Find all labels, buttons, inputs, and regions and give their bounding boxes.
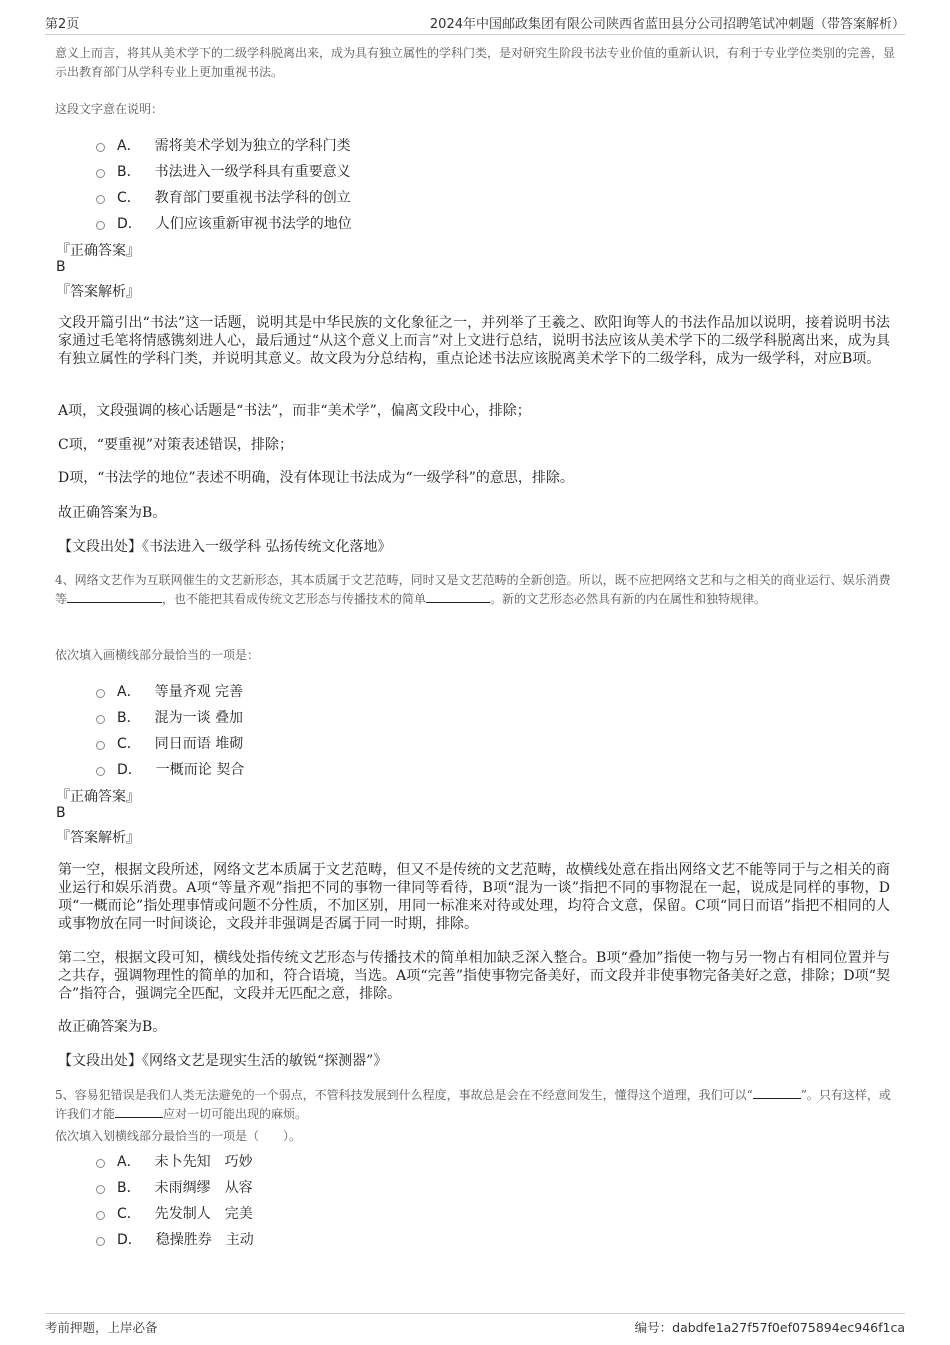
q4-conclusion: 故正确答案为B。 xyxy=(58,1019,167,1035)
q3-answer: B xyxy=(56,259,66,275)
radio-icon[interactable] xyxy=(96,741,105,750)
radio-icon[interactable] xyxy=(96,715,105,724)
radio-icon[interactable] xyxy=(96,1237,105,1246)
q4-answer: B xyxy=(56,805,66,821)
document-title: 2024年中国邮政集团有限公司陕西省蓝田县分公司招聘笔试冲刺题（带答案解析） xyxy=(429,16,905,32)
option-letter: D． xyxy=(117,1232,142,1248)
q3-option-c[interactable] xyxy=(96,187,351,207)
option-word-2: 完美 xyxy=(224,1206,253,1222)
option-word-1: 稳操胜券 xyxy=(155,1232,212,1248)
radio-icon[interactable] xyxy=(96,689,105,698)
q4-stem-part-1: 4、网络文艺作为互联网催生的文艺新形态，其本质属于文艺范畴，同时又是文艺范畴的全新创造。所以，既不应把网络文艺和与之相关的商业运行、娱乐消费等 xyxy=(55,573,891,606)
q5-stem-part-3: 应对一切可能出现的麻烦。 xyxy=(163,1107,308,1121)
q5-stem xyxy=(55,1086,900,1124)
option-letter: C． xyxy=(117,1206,141,1222)
option-letter: B． xyxy=(117,710,141,726)
q5-prompt: 依次填入划横线部分最恰当的一项是（ ）。 xyxy=(55,1129,302,1143)
option-letter: D． xyxy=(117,762,142,778)
q3-conclusion: 故正确答案为B。 xyxy=(58,505,167,521)
blank-line xyxy=(115,1105,163,1118)
option-word-2: 从容 xyxy=(224,1180,253,1196)
radio-icon[interactable] xyxy=(96,195,105,204)
option-word-1: 先发制人 xyxy=(154,1206,211,1222)
q4-option-c[interactable] xyxy=(96,733,243,753)
option-word-2: 巧妙 xyxy=(224,1154,253,1170)
q5-option-c[interactable] xyxy=(96,1203,253,1223)
radio-icon[interactable] xyxy=(96,767,105,776)
q4-answer-label: 『正确答案』 xyxy=(56,789,140,805)
radio-icon[interactable] xyxy=(96,143,105,152)
q4-source: 【文段出处】《网络文艺是现实生活的敏锐“探测器”》 xyxy=(58,1053,388,1069)
option-text: 同日而语 堆砌 xyxy=(154,736,244,752)
option-word-1: 未卜先知 xyxy=(154,1154,211,1170)
document-id: 编号：dabdfe1a27f57f0ef075894ec946f1ca xyxy=(634,1320,905,1335)
q5-option-b[interactable] xyxy=(96,1177,253,1197)
q3-source: 【文段出处】《书法进入一级学科 弘扬传统文化落地》 xyxy=(58,539,392,555)
option-text: 一概而论 契合 xyxy=(155,762,245,778)
option-letter: C． xyxy=(117,190,141,206)
q3-option-d[interactable] xyxy=(96,213,352,233)
q3-analysis-d: D项，“书法学的地位”表述不明确，没有体现让书法成为“一级学科”的意思，排除。 xyxy=(58,470,574,486)
q5-stem-part-2: ”。只有这样，或许我们才能 xyxy=(55,1088,891,1121)
blank-line xyxy=(753,1086,801,1099)
option-text: 混为一谈 叠加 xyxy=(154,710,244,726)
option-letter: A． xyxy=(117,684,141,700)
q4-stem-part-2: ，也不能把其看成传统文艺形态与传播技术的简单 xyxy=(162,592,427,606)
option-text: 教育部门要重视书法学科的创立 xyxy=(154,190,351,206)
option-letter: A． xyxy=(117,1154,141,1170)
q4-option-b[interactable] xyxy=(96,707,243,727)
q4-option-d[interactable] xyxy=(96,759,244,779)
blank-line xyxy=(426,590,490,603)
option-letter: B． xyxy=(117,1180,141,1196)
option-text: 需将美术学划为独立的学科门类 xyxy=(154,138,351,154)
radio-icon[interactable] xyxy=(96,1185,105,1194)
option-word-1: 未雨绸缪 xyxy=(154,1180,211,1196)
q4-stem xyxy=(55,571,900,609)
page-footer xyxy=(45,1313,905,1336)
option-text: 书法进入一级学科具有重要意义 xyxy=(154,164,351,180)
q5-option-a[interactable] xyxy=(96,1151,253,1171)
q3-option-b[interactable] xyxy=(96,161,351,181)
page-number: 第2页 xyxy=(45,16,80,32)
q4-analysis-label: 『答案解析』 xyxy=(56,830,140,846)
page-header xyxy=(45,10,905,35)
radio-icon[interactable] xyxy=(96,221,105,230)
q5-stem-part-1: 5、容易犯错误是我们人类无法避免的一个弱点，不管科技发展到什么程度，事故总是会在不经意间发生，懂得这个道理，我们可以“ xyxy=(55,1088,753,1102)
option-text: 等量齐观 完善 xyxy=(154,684,244,700)
q3-analysis-main: 文段开篇引出“书法”这一话题，说明其是中华民族的文化象征之一，并列举了王羲之、欧阳询等人的书法作品加以说明，接着说明书法家通过毛笔将情感镌刻进人心，最后通过“从这个意义上而言”对上文进行总结，说明书法应该从美术学下的二级学科脱离出来，成为具有独立属性的学科门类，并说明其意义。故文段为分总结构，重点论述书法应该脱离美术学下的二级学科，成为一级学科，对应B项。 xyxy=(58,315,890,367)
option-letter: A． xyxy=(117,138,141,154)
option-text: 人们应该重新审视书法学的地位 xyxy=(155,216,352,232)
q4-prompt: 依次填入画横线部分最恰当的一项是： xyxy=(55,648,260,662)
radio-icon[interactable] xyxy=(96,169,105,178)
q4-stem-part-3: 。新的文艺形态必然具有新的内在属性和独特规律。 xyxy=(490,592,767,606)
q3-analysis-a: A项，文段强调的核心话题是“书法”，而非“美术学”，偏离文段中心，排除； xyxy=(58,403,531,419)
option-word-2: 主动 xyxy=(225,1232,254,1248)
q4-analysis-first-blank: 第一空，根据文段所述，网络文艺本质属于文艺范畴，但又不是传统的文艺范畴，故横线处意在指出网络文艺不能等同于与之相关的商业运行和娱乐消费。A项“等量齐观”指把不同的事物一律同等看待，B项“混为一谈”指把不同的事物混在一起，说成是同样的事物，D项“一概而论”指处理事情或问题不分性质，不加区别，用同一标准来对待或处理，均符合文意，保留。C项“同日而语”指把不相同的人或事物放在同一时间谈论，文段并非强调是否属于同一时期，排除。 xyxy=(58,862,890,932)
q3-option-a[interactable] xyxy=(96,135,351,155)
q3-intro: 意义上而言，将其从美术学下的二级学科脱离出来，成为具有独立属性的学科门类，是对研究生阶段书法专业价值的重新认识，有利于专业学位类别的完善，显示出教育部门从学科专业上更加重视书法。 xyxy=(55,46,896,79)
q3-analysis-c: C项，“要重视”对策表述错误，排除； xyxy=(58,437,294,453)
q4-option-a[interactable] xyxy=(96,681,243,701)
q4-analysis-second-blank: 第二空，根据文段可知，横线处指传统文艺形态与传播技术的简单相加缺乏深入整合。B项“叠加”指使一物与另一物占有相同位置并与之共存，强调物理性的简单的加和，符合语境，当选。A项“完善”指使事物完备美好，而文段并非使事物完备美好之意，排除；D项“契合”指符合，强调完全匹配，文段并无匹配之意，排除。 xyxy=(58,950,890,1002)
q5-option-d[interactable] xyxy=(96,1229,254,1249)
footer-slogan: 考前押题，上岸必备 xyxy=(45,1320,158,1335)
q3-analysis-label: 『答案解析』 xyxy=(56,284,140,300)
blank-line xyxy=(67,590,162,603)
option-letter: D． xyxy=(117,216,142,232)
radio-icon[interactable] xyxy=(96,1211,105,1220)
option-letter: B． xyxy=(117,164,141,180)
option-letter: C． xyxy=(117,736,141,752)
q3-answer-label: 『正确答案』 xyxy=(56,243,140,259)
q3-prompt: 这段文字意在说明： xyxy=(55,102,164,116)
radio-icon[interactable] xyxy=(96,1159,105,1168)
